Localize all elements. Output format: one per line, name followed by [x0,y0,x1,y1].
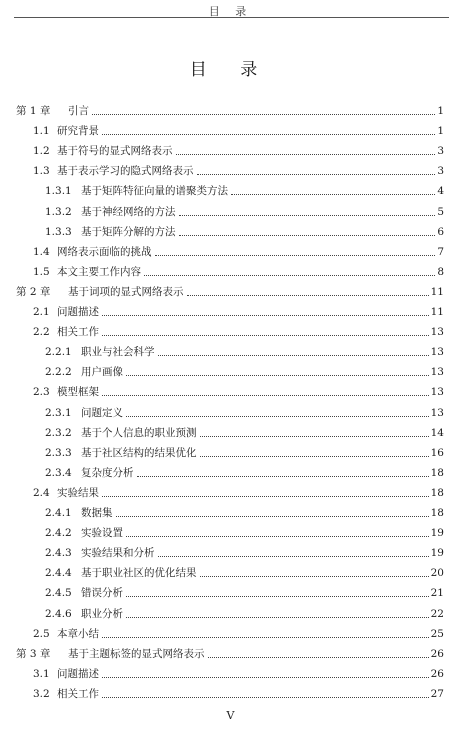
toc-entry-number: 第 2 章 [16,286,51,298]
dot-leader [137,476,429,477]
toc-entry-page: 26 [430,648,444,660]
dot-leader [102,496,429,497]
toc-entry-title: 用户画像 [81,366,123,378]
dot-leader [92,114,435,115]
toc-entry-title: 基于神经网络的方法 [81,206,176,218]
toc-entry-title: 基于矩阵特征向量的谱聚类方法 [81,185,228,197]
toc-entry [33,325,444,339]
dot-leader [231,194,435,195]
toc-entry [45,205,444,219]
toc-entry [45,426,444,440]
toc-entry-number: 1.3.3 [45,226,72,238]
toc-entry-number: 1.2 [33,145,50,157]
toc-entry-page: 21 [430,587,444,599]
toc-entry-page: 14 [430,427,444,439]
toc-entry-number: 1.5 [33,266,50,278]
toc-entry [33,385,444,399]
dot-leader [126,536,429,537]
toc-entry-page: 11 [430,306,444,318]
toc-entry-page: 7 [437,246,444,258]
dot-leader [102,677,429,678]
toc-entry-title: 基于职业社区的优化结果 [81,567,197,579]
toc-entry-title: 模型框架 [57,386,99,398]
toc-entry-page: 13 [430,407,444,419]
dot-leader [126,375,429,376]
toc-entry [33,164,444,178]
toc-entry [45,566,444,580]
toc-entry-number: 3.2 [33,688,50,700]
toc-entry-page: 20 [430,567,444,579]
toc-entry-title: 数据集 [81,507,113,519]
header-rule [14,17,449,18]
toc-entry-number: 2.2 [33,326,50,338]
dot-leader [102,697,429,698]
toc-entry-title: 错误分析 [81,587,123,599]
toc-entry-page: 18 [430,467,444,479]
toc-entry-title: 基于表示学习的隐式网络表示 [57,165,194,177]
toc-entry-page: 6 [437,226,444,238]
toc-entry-page: 18 [430,487,444,499]
toc-entry [33,667,444,681]
toc-entry-number: 1.1 [33,125,50,137]
toc-entry-number: 2.3.1 [45,407,72,419]
toc-entry [45,345,444,359]
dot-leader [187,295,429,296]
toc-entry-number: 2.4.3 [45,547,72,559]
toc-entry-title: 基于主题标签的显式网络表示 [68,648,205,660]
toc-entry-number: 2.3.3 [45,447,72,459]
toc-entry-page: 26 [430,668,444,680]
toc-entry-title: 相关工作 [57,688,99,700]
toc-entry-page: 25 [430,628,444,640]
toc-entry [45,225,444,239]
toc-entry-number: 2.2.1 [45,346,72,358]
toc-entry-number: 1.3.1 [45,185,72,197]
dot-leader [102,315,429,316]
toc-entry [33,305,444,319]
toc-chapter-entry [16,285,444,299]
toc-entry-title: 引言 [68,105,89,117]
toc-entry-page: 3 [437,145,444,157]
dot-leader [155,255,436,256]
toc-entry [45,526,444,540]
toc-entry-page: 8 [437,266,444,278]
toc-entry-page: 13 [430,386,444,398]
toc-entry [33,245,444,259]
toc-entry-number: 2.4.2 [45,527,72,539]
toc-entry-title: 基于符号的显式网络表示 [57,145,173,157]
toc-entry-number: 2.3 [33,386,50,398]
toc-entry [45,446,444,460]
toc-chapter-entry [16,104,444,118]
toc-entry-number: 2.4.4 [45,567,72,579]
toc-entry [45,607,444,621]
toc-entry-number: 第 1 章 [16,105,51,117]
toc-entry-title: 相关工作 [57,326,99,338]
toc-entry-title: 实验结果和分析 [81,547,155,559]
toc-entry-number: 2.1 [33,306,50,318]
toc-entry [45,184,444,198]
toc-entry-page: 1 [437,105,444,117]
page-title: 目 录 [189,60,272,80]
toc-chapter-entry [16,647,444,661]
dot-leader [200,436,429,437]
toc-entry-page: 19 [430,527,444,539]
dot-leader [144,275,435,276]
toc-entry-page: 16 [430,447,444,459]
toc-entry-title: 实验结果 [57,487,99,499]
toc-entry [33,486,444,500]
toc-entry-page: 13 [430,366,444,378]
dot-leader [116,516,429,517]
dot-leader [126,617,429,618]
toc-entry-title: 问题描述 [57,668,99,680]
toc-entry-number: 2.5 [33,628,50,640]
toc-entry-number: 2.4 [33,487,50,499]
dot-leader [200,456,429,457]
toc-entry-title: 实验设置 [81,527,123,539]
toc-entry [33,144,444,158]
toc-entry-page: 18 [430,507,444,519]
toc-entry-number: 1.3 [33,165,50,177]
dot-leader [197,174,436,175]
toc-entry-title: 基于社区结构的结果优化 [81,447,197,459]
toc-entry-page: 3 [437,165,444,177]
toc-entry-number: 2.4.6 [45,608,72,620]
toc-entry-page: 1 [437,125,444,137]
toc-entry-title: 基于个人信息的职业预测 [81,427,197,439]
page-number: V [226,709,235,722]
toc-entry [45,506,444,520]
toc-entry-title: 问题描述 [57,306,99,318]
toc-entry-page: 19 [430,547,444,559]
dot-leader [179,215,436,216]
toc-entry [33,265,444,279]
toc-entry [45,365,444,379]
toc-entry [45,466,444,480]
toc-entry-page: 11 [430,286,444,298]
toc-entry-number: 1.4 [33,246,50,258]
toc-entry-number: 2.4.5 [45,587,72,599]
toc-entry-page: 13 [430,346,444,358]
toc-entry [45,546,444,560]
toc-entry-title: 职业分析 [81,608,123,620]
toc-entry-page: 27 [430,688,444,700]
toc-entry-title: 网络表示面临的挑战 [57,246,152,258]
toc-entry-title: 问题定义 [81,407,123,419]
dot-leader [126,596,429,597]
toc-entry-title: 复杂度分析 [81,467,134,479]
dot-leader [102,134,435,135]
dot-leader [208,657,429,658]
dot-leader [158,556,429,557]
toc-entry [45,586,444,600]
toc-entry-number: 2.4.1 [45,507,72,519]
dot-leader [176,154,436,155]
toc-entry-number: 2.3.4 [45,467,72,479]
dot-leader [200,576,429,577]
toc-entry [33,627,444,641]
toc-entry-title: 职业与社会科学 [81,346,155,358]
toc-entry-title: 本文主要工作内容 [57,266,141,278]
toc-entry-number: 2.3.2 [45,427,72,439]
dot-leader [102,637,429,638]
dot-leader [126,416,429,417]
dot-leader [179,235,436,236]
dot-leader [102,395,429,396]
running-head: 目 录 [208,5,253,18]
toc-entry [33,687,444,701]
toc-entry-page: 13 [430,326,444,338]
toc-entry-number: 1.3.2 [45,206,72,218]
toc-entry-page: 5 [437,206,444,218]
toc-entry-title: 基于矩阵分解的方法 [81,226,176,238]
dot-leader [158,355,429,356]
toc-entry-number: 2.2.2 [45,366,72,378]
toc-entry-title: 研究背景 [57,125,99,137]
toc-entry-number: 第 3 章 [16,648,51,660]
toc-entry-title: 基于词项的显式网络表示 [68,286,184,298]
toc-entry-page: 4 [437,185,444,197]
dot-leader [102,335,429,336]
toc-entry-title: 本章小结 [57,628,99,640]
toc-entry-number: 3.1 [33,668,50,680]
toc-entry-page: 22 [430,608,444,620]
toc-entry [45,406,444,420]
toc-entry [33,124,444,138]
